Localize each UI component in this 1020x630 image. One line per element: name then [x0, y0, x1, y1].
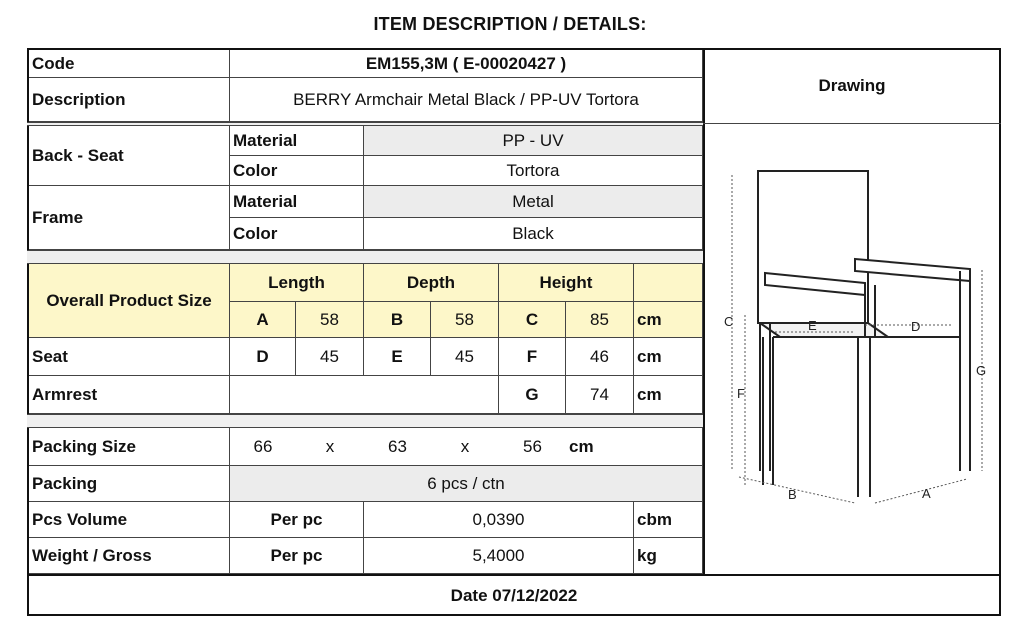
description-value: BERRY Armchair Metal Black / PP-UV Tortora: [230, 78, 703, 122]
dim-label-a: A: [922, 486, 931, 501]
weight-label: Weight / Gross: [29, 538, 230, 574]
packing-x2: x: [431, 428, 499, 466]
dim-b-letter: B: [364, 302, 431, 338]
back-seat-material: PP - UV: [364, 126, 703, 156]
armchair-drawing: [705, 125, 999, 573]
separator: [27, 414, 703, 428]
volume-per: Per pc: [230, 502, 364, 538]
back-seat-color: Tortora: [364, 156, 703, 186]
dim-e-letter: E: [364, 338, 431, 376]
frame-material-label: Material: [230, 186, 364, 218]
dim-label-b: B: [788, 487, 797, 502]
weight-per: Per pc: [230, 538, 364, 574]
description-label: Description: [29, 78, 230, 122]
seat-unit: cm: [634, 338, 703, 376]
weight-unit: kg: [634, 538, 703, 574]
volume-unit: cbm: [634, 502, 703, 538]
packing-label: Packing: [29, 466, 230, 502]
armrest-empty: [230, 376, 499, 414]
dim-a-letter: A: [230, 302, 296, 338]
dim-label-g: G: [976, 363, 987, 378]
dim-a-value: 58: [296, 302, 364, 338]
separator: [27, 250, 703, 264]
dim-f-value: 46: [566, 338, 634, 376]
packing-x1: x: [296, 428, 364, 466]
unit-header: [634, 264, 703, 302]
page-title: ITEM DESCRIPTION / DETAILS:: [373, 14, 647, 34]
date-footer: Date 07/12/2022: [27, 574, 1001, 616]
dim-e-value: 45: [431, 338, 499, 376]
armrest-unit: cm: [634, 376, 703, 414]
depth-header: Depth: [364, 264, 499, 302]
code-value: EM155,3M ( E-00020427 ): [230, 50, 703, 78]
length-header: Length: [230, 264, 364, 302]
packing-length: 66: [230, 428, 296, 466]
code-label: Code: [29, 50, 230, 78]
drawing-label: Drawing: [703, 48, 1001, 124]
dim-d-value: 45: [296, 338, 364, 376]
dim-d-letter: D: [230, 338, 296, 376]
frame-material: Metal: [364, 186, 703, 218]
overall-size-label: Overall Product Size: [29, 264, 230, 338]
dim-f-letter: F: [499, 338, 566, 376]
height-header: Height: [499, 264, 634, 302]
dim-c-letter: C: [499, 302, 566, 338]
frame-color-label: Color: [230, 218, 364, 250]
dim-c-value: 85: [566, 302, 634, 338]
back-seat-material-label: Material: [230, 126, 364, 156]
frame-color: Black: [364, 218, 703, 250]
packing-width: 63: [364, 428, 431, 466]
back-seat-color-label: Color: [230, 156, 364, 186]
dim-label-f: F: [737, 386, 745, 401]
seat-label: Seat: [29, 338, 230, 376]
frame-label: Frame: [29, 186, 230, 250]
dim-b-value: 58: [431, 302, 499, 338]
armrest-label: Armrest: [29, 376, 230, 414]
dim-g-value: 74: [566, 376, 634, 414]
dim-label-d: D: [911, 319, 921, 334]
volume-value: 0,0390: [364, 502, 634, 538]
packing-unit: cm: [566, 428, 703, 466]
dim-label-e: E: [808, 318, 817, 333]
packing-size-label: Packing Size: [29, 428, 230, 466]
packing-value: 6 pcs / ctn: [230, 466, 703, 502]
weight-value: 5,4000: [364, 538, 634, 574]
overall-unit: cm: [634, 302, 703, 338]
volume-label: Pcs Volume: [29, 502, 230, 538]
dim-label-c: C: [724, 314, 734, 329]
packing-height: 56: [499, 428, 566, 466]
back-seat-label: Back - Seat: [29, 126, 230, 186]
dim-g-letter: G: [499, 376, 566, 414]
